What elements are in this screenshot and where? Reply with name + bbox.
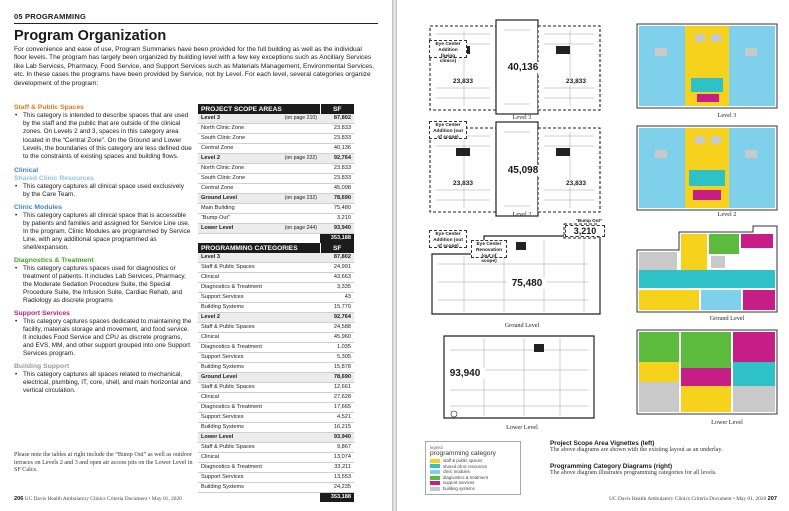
table-row	[198, 403, 354, 413]
level-name: Level 3	[198, 253, 320, 263]
row-label: Clinical	[198, 393, 320, 403]
row-value: 15,878	[320, 363, 354, 373]
category-bullet: • This category captures all clinical space used exclusively by the Care Team.	[14, 183, 192, 199]
table-row	[198, 383, 354, 393]
table-header-label: PROJECT SCOPE AREAS	[198, 104, 320, 114]
table-row	[198, 453, 354, 463]
row-value: 1,035	[320, 343, 354, 353]
level-name: Ground Level (on page 232)	[198, 194, 320, 204]
row-label: Staff & Public Spaces	[198, 323, 320, 333]
description-text: The above diagrams are shown with the existing layout as an underlay.	[550, 447, 723, 453]
legend-swatch	[430, 487, 440, 491]
row-label: Clinical	[198, 333, 320, 343]
table-row	[198, 423, 354, 433]
row-value: 4,521	[320, 413, 354, 423]
row-value: 24,588	[320, 323, 354, 333]
table-level-row	[198, 114, 354, 124]
table-row	[198, 463, 354, 473]
category-plan-ground-level	[635, 222, 779, 316]
table-header-row	[198, 243, 354, 253]
row-value: 45,960	[320, 333, 354, 343]
table-row	[198, 214, 354, 224]
row-value: 23,833	[320, 124, 354, 134]
level-total: 93,940	[320, 433, 354, 443]
row-label: “Bump Out”	[198, 214, 320, 224]
table-row	[198, 273, 354, 283]
row-label: Support Services	[198, 473, 320, 483]
row-label: Building Systems	[198, 423, 320, 433]
category-bullet: • This category is intended to describe spaces that are used by the staff and the public that are outside of the clinical zones. On Levels 2 and 3, spaces in this category area located in the “Central Zone”. On the Ground and Lower Levels, the boundaries of this category are less defined due to the constraints of existing spaces and building flows.	[14, 112, 192, 161]
row-value: 3,210	[320, 214, 354, 224]
row-label: Diagnostics & Treatment	[198, 343, 320, 353]
legend-label: support services	[443, 480, 475, 486]
level-name: Ground Level	[198, 373, 320, 383]
programming-categories-table	[198, 243, 354, 502]
row-label: Clinical	[198, 453, 320, 463]
north-zone-value: 23,833	[449, 78, 477, 85]
table-level-row	[198, 373, 354, 383]
table-row	[198, 134, 354, 144]
row-label: Staff & Public Spaces	[198, 443, 320, 453]
row-value: 45,098	[320, 184, 354, 194]
category-plan-lower-level	[635, 326, 779, 418]
row-label: Building Systems	[198, 483, 320, 493]
right-page	[397, 0, 789, 511]
row-label: Support Services	[198, 353, 320, 363]
row-label: North Clinic Zone	[198, 164, 320, 174]
row-label: South Clinic Zone	[198, 134, 320, 144]
row-value: 75,480	[320, 204, 354, 214]
legend-swatch	[430, 476, 440, 480]
level-total: 92,764	[320, 313, 354, 323]
table-row	[198, 144, 354, 154]
table-row	[198, 443, 354, 453]
stair-core	[556, 46, 570, 54]
grand-total: 353,188	[320, 234, 354, 244]
row-label: Clinical	[198, 273, 320, 283]
north-zone-value: 23,833	[449, 180, 477, 187]
footer-text: UC Davis Health Ambulatory Clinics Criteria Document • May 01, 2020	[609, 496, 767, 502]
legend-label: staff & public spaces	[443, 458, 483, 463]
row-label: Central Zone	[198, 144, 320, 154]
table-row	[198, 303, 354, 313]
plan-label-ground-level: Ground Level	[504, 322, 540, 329]
row-label: Diagnostics & Treatment	[198, 283, 320, 293]
plan-label-level-3: Level 3	[512, 114, 532, 121]
south-clinic-zone	[538, 26, 600, 110]
row-value: 23,833	[320, 164, 354, 174]
legend-item	[430, 486, 516, 492]
page-footer-left	[14, 496, 182, 502]
project-scope-table	[198, 104, 354, 243]
level-total: 78,690	[320, 373, 354, 383]
row-value: 23,833	[320, 174, 354, 184]
central-zone-value: 40,136	[503, 62, 543, 73]
description-vignettes	[550, 440, 775, 454]
row-label: Diagnostics & Treatment	[198, 403, 320, 413]
level-total: 92,764	[320, 154, 354, 164]
row-value: 23,833	[320, 134, 354, 144]
footer-text: UC Davis Health Ambulatory Clinics Criteria Document • May 01, 2020	[24, 496, 182, 502]
page-reference: (on page 210)	[284, 115, 317, 121]
legend-label: building systems	[443, 485, 475, 491]
page-number: 207	[767, 496, 777, 502]
plan-label-level-2: Level 2	[512, 211, 532, 218]
row-label: Support Services	[198, 413, 320, 423]
table-header-sf: SF	[320, 104, 354, 114]
page-title: Program Organization	[14, 28, 167, 44]
level-name: Level 2	[198, 313, 320, 323]
plan-label-ground-level: Ground Level	[709, 315, 745, 322]
level-name: Lower Level	[198, 433, 320, 443]
row-value: 40,136	[320, 144, 354, 154]
description-category-diagrams	[550, 463, 775, 477]
table-level-row	[198, 253, 354, 263]
table-row	[198, 263, 354, 273]
description-heading: Project Scope Area Vignettes (left)	[550, 440, 655, 447]
row-value: 43,663	[320, 273, 354, 283]
table-row	[198, 413, 354, 423]
table-level-row	[198, 313, 354, 323]
table-row	[198, 323, 354, 333]
table-row	[198, 353, 354, 363]
table-row	[198, 473, 354, 483]
north-clinic-zone	[430, 26, 496, 110]
total-spacer	[198, 493, 320, 503]
row-label: Staff & Public Spaces	[198, 383, 320, 393]
description-text: The above diagram illustrates programming categories for all levels.	[550, 470, 717, 476]
category-heading-support: Support Services	[14, 309, 70, 317]
row-label: Central Zone	[198, 184, 320, 194]
table-row	[198, 363, 354, 373]
legend-swatch	[430, 459, 440, 463]
category-bullet: • This category captures all clinical space that is accessible by patients and families and assigned for Service Line use. In the program, Clinic Modules are programmed by Service Line, with any additional space programmed as shell/expansion.	[14, 212, 192, 253]
legend-label: diagnostics & treatment	[443, 474, 488, 480]
category-subheading-shared: Shared Clinic Resources	[14, 175, 95, 183]
section-rule	[14, 23, 378, 24]
row-value: 16,215	[320, 423, 354, 433]
row-value: 9,867	[320, 443, 354, 453]
legend-tag: legend	[430, 445, 443, 450]
left-page	[0, 0, 392, 511]
row-value: 17,665	[320, 403, 354, 413]
table-row	[198, 483, 354, 493]
level-total: 93,940	[320, 224, 354, 234]
central-zone-value: 45,098	[503, 165, 543, 176]
eye-center-callout: Eye Center Addition (being clinics)	[429, 40, 467, 58]
main-building-value: 75,480	[507, 278, 547, 289]
page-number: 206	[14, 496, 24, 502]
row-label: Building Systems	[198, 363, 320, 373]
row-label: South Clinic Zone	[198, 174, 320, 184]
page-reference: (on page 244)	[284, 225, 317, 231]
bump-out-value: 3,210	[565, 225, 605, 237]
row-value: 15,770	[320, 303, 354, 313]
level-name: Level 2 (on page 222)	[198, 154, 320, 164]
plan-label-lower-level: Lower Level	[711, 419, 743, 426]
row-value: 43	[320, 293, 354, 303]
category-plan-level-2	[635, 120, 779, 216]
row-label: Building Systems	[198, 303, 320, 313]
table-row	[198, 293, 354, 303]
category-heading-building: Building Support	[14, 362, 70, 370]
south-zone-value: 23,833	[562, 180, 590, 187]
table-header-row	[198, 104, 354, 114]
bump-out-label: “Bump Out”	[571, 218, 607, 223]
intro-paragraph: For convenience and ease of use, Program Summaries have been provided for the full building as well as the individual floor levels. The program has largely been organized by building level with a few key exceptions such as Ancillary Services like Lab Services, Pharmacy, Food Service, and Support Services such as Materials Management, Environmental Services, etc. In these cases the programs have been provided by Service, not by Level. For each level, several categories organize development of the program:	[14, 46, 375, 87]
total-spacer	[198, 234, 320, 244]
south-zone-value: 23,833	[562, 78, 590, 85]
row-label: Diagnostics & Treatment	[198, 463, 320, 473]
table-row	[198, 283, 354, 293]
category-bullet: • This category captures all spaces related to mechanical, electrical, plumbing, IT, core, shell, and main horizontal and vertical circulation.	[14, 371, 192, 396]
page-reference: (on page 232)	[284, 195, 317, 201]
row-label: Support Services	[198, 293, 320, 303]
level-name: Lower Level (on page 244)	[198, 224, 320, 234]
table-row	[198, 393, 354, 403]
row-value: 33,211	[320, 463, 354, 473]
table-level-row	[198, 224, 354, 234]
eye-center-callout: Eye Center Addition (out of scope)	[429, 230, 467, 248]
row-label: Staff & Public Spaces	[198, 263, 320, 273]
table-header-sf: SF	[320, 243, 354, 253]
level-name: Level 3 (on page 210)	[198, 114, 320, 124]
table-row	[198, 184, 354, 194]
row-value: 5,305	[320, 353, 354, 363]
legend-label: shared clinic resources	[443, 463, 487, 469]
table-row	[198, 174, 354, 184]
description-heading: Programming Category Diagrams (right)	[550, 463, 673, 470]
plan-label-level-2: Level 2	[717, 211, 737, 218]
category-heading-diagnostics: Diagnostics & Treatment	[14, 256, 94, 264]
category-plan-level-3	[635, 18, 779, 114]
legend-swatch	[430, 470, 440, 474]
legend-swatch	[430, 464, 440, 468]
table-total-row	[198, 234, 354, 244]
category-heading-staff: Staff & Public Spaces	[14, 104, 84, 111]
grand-total: 353,188	[320, 493, 354, 503]
category-bullet: • This category captures spaces used for diagnostics or treatment of patients. It includes Lab Services, Pharmacy, the Moderate Sedation Procedure Suite, the Special Procedure Suite, the Infusion Suite, Cardiac Rehab, and Radiology as discrete programs	[14, 265, 192, 306]
category-legend	[425, 441, 521, 495]
row-value: 13,074	[320, 453, 354, 463]
level-total: 87,802	[320, 114, 354, 124]
page-footer-right	[609, 496, 777, 502]
row-label: North Clinic Zone	[198, 124, 320, 134]
lower-level-value: 93,940	[445, 368, 485, 379]
table-row	[198, 204, 354, 214]
table-header-label: PROGRAMMING CATEGORIES	[198, 243, 320, 253]
table-total-row	[198, 493, 354, 503]
row-value: 3,335	[320, 283, 354, 293]
row-value: 27,628	[320, 393, 354, 403]
row-value: 13,553	[320, 473, 354, 483]
category-bullet: • This category captures spaces dedicated to maintaining the facility, materials storage and movement, and food service. It includes Food Service and CPU as discrete programs, and EVS, MM, and other support grouped into one Support Services program.	[14, 318, 192, 359]
category-descriptions	[14, 100, 192, 395]
eye-center-callout: Eye Center Addition (out of scope)	[429, 121, 467, 139]
legend-label: clinic modules	[443, 469, 470, 475]
eye-center-renovation-callout: Eye Center Renovation (out of scope)	[471, 240, 507, 258]
category-heading-clinic-modules: Clinic Modules	[14, 203, 62, 211]
table-level-row	[198, 194, 354, 204]
level-total: 87,802	[320, 253, 354, 263]
row-value: 12,661	[320, 383, 354, 393]
table-level-row	[198, 154, 354, 164]
row-value: 24,235	[320, 483, 354, 493]
section-label: 05 PROGRAMMING	[14, 12, 86, 21]
table-row	[198, 124, 354, 134]
legend-title: programming category	[430, 450, 496, 457]
page-reference: (on page 222)	[284, 155, 317, 161]
plan-label-level-3: Level 3	[717, 112, 737, 119]
legend-swatch	[430, 481, 440, 485]
table-row	[198, 343, 354, 353]
plan-label-lower-level: Lower Level	[506, 424, 538, 431]
footnote: Please note the tables at right include the “Bump Out” as well as outdoor terraces on Levels 2 and 3 and open air access pits on the Lower Level in SF Calcs.	[14, 452, 193, 473]
category-heading-clinical: Clinical	[14, 167, 39, 175]
row-label: Main Building	[198, 204, 320, 214]
row-value: 24,991	[320, 263, 354, 273]
table-level-row	[198, 433, 354, 443]
table-row	[198, 164, 354, 174]
table-row	[198, 333, 354, 343]
level-total: 78,690	[320, 194, 354, 204]
